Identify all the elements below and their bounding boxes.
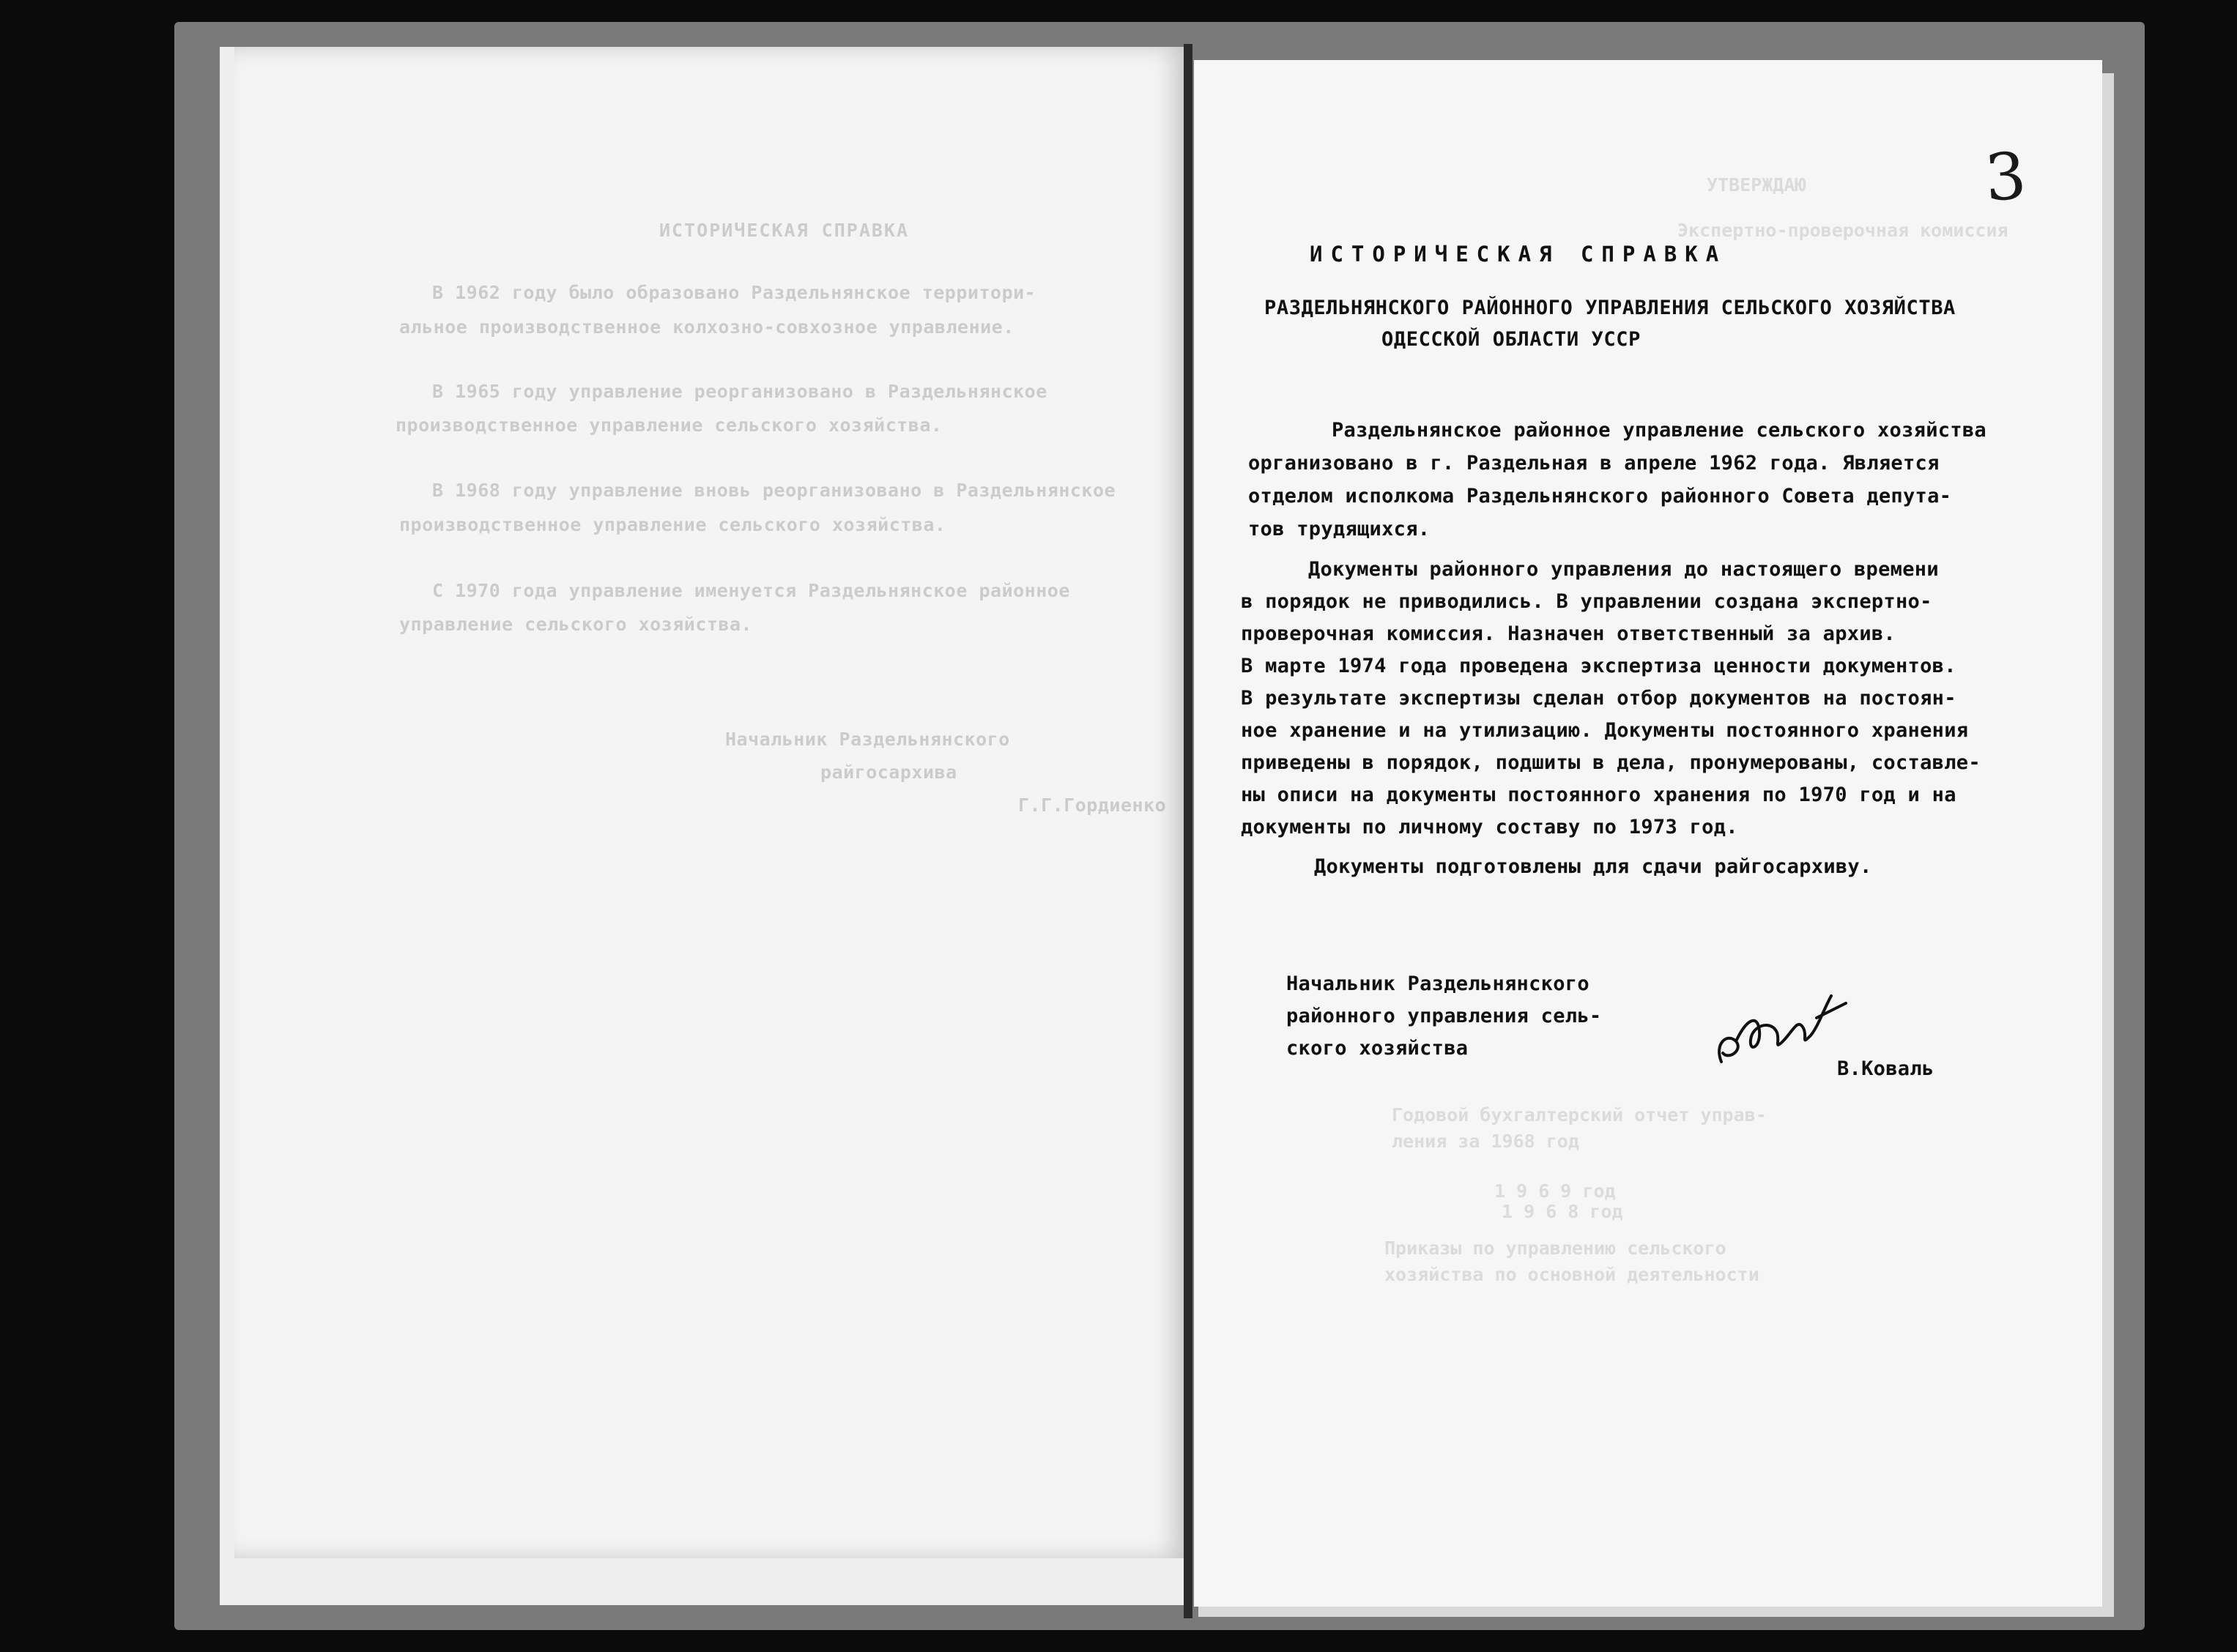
paragraph-line: приведены в порядок, подшиты в дела, пронумерованы, составле- bbox=[1241, 751, 1981, 774]
paragraph-line: проверочная комиссия. Назначен ответственный за архив. bbox=[1241, 622, 1896, 645]
left-ghost-line: С 1970 года управление именуется Раздельнянское районное bbox=[432, 580, 1070, 601]
paragraph-line: Раздельнянское районное управление сельского хозяйства bbox=[1332, 419, 1986, 442]
paragraph-line: В результате экспертизы сделан отбор документов на постоян- bbox=[1241, 687, 1956, 710]
handwritten-signature bbox=[1707, 974, 1853, 1076]
paragraph-line: Документы районного управления до настоящего времени bbox=[1308, 558, 1939, 581]
paragraph-line: ны описи на документы постоянного хранения по 1970 год и на bbox=[1241, 784, 1956, 806]
signatory-name: В.Коваль bbox=[1837, 1057, 1934, 1080]
right-ghost-line: Приказы по управлению сельского bbox=[1384, 1238, 1726, 1259]
handwritten-page-number: 3 bbox=[1982, 138, 2029, 216]
left-ghost-line: управление сельского хозяйства. bbox=[399, 614, 753, 635]
paragraph-line: тов трудящихся. bbox=[1248, 518, 1431, 540]
paragraph-line: документы по личному составу по 1973 год. bbox=[1241, 816, 1738, 838]
left-ghost-line: В 1962 году было образовано Раздельнянское территори- bbox=[432, 282, 1036, 303]
document-subtitle: РАЗДЕЛЬНЯНСКОГО РАЙОННОГО УПРАВЛЕНИЯ СЕЛЬСКОГО ХОЗЯЙСТВА bbox=[1264, 297, 1956, 319]
paragraph-line: В марте 1974 года проведена экспертиза ценности документов. bbox=[1241, 655, 1956, 677]
signature-title-line: Начальник Раздельнянского bbox=[1286, 972, 1589, 995]
right-ghost-line: Экспертно-проверочная комиссия bbox=[1677, 220, 2008, 241]
right-ghost-line: ления за 1968 год bbox=[1392, 1131, 1579, 1152]
left-ghost-line: В 1968 году управление вновь реорганизовано в Раздельнянское bbox=[432, 480, 1116, 501]
signature-title-line: ского хозяйства bbox=[1286, 1037, 1469, 1060]
left-ghost-sign-name: Г.Г.Гордиенко bbox=[1018, 795, 1167, 816]
document-subtitle: ОДЕССКОЙ ОБЛАСТИ УССР bbox=[1381, 328, 1641, 351]
left-ghost-line: В 1965 году управление реорганизовано в Раздельнянское bbox=[432, 381, 1047, 402]
book-spine bbox=[1184, 44, 1192, 1618]
left-ghost-line: производственное управление сельского хозяйства. bbox=[399, 514, 946, 535]
left-ghost-line: альное производственное колхозно-совхозное управление. bbox=[399, 316, 1014, 338]
paragraph-line: ное хранение и на утилизацию. Документы постоянного хранения bbox=[1241, 719, 1969, 742]
paragraph-line: отделом исполкома Раздельнянского районного Совета депута- bbox=[1248, 485, 1952, 507]
left-ghost-line: производственное управление сельского хозяйства. bbox=[396, 414, 943, 436]
paragraph-line: в порядок не приводились. В управлении создана экспертно- bbox=[1241, 590, 1932, 613]
left-ghost-sign-line: райгосархива bbox=[820, 762, 957, 783]
right-ghost-line: хозяйства по основной деятельности bbox=[1384, 1264, 1759, 1285]
document-title: ИСТОРИЧЕСКАЯ СПРАВКА bbox=[1310, 242, 1727, 267]
signature-title-line: районного управления сель- bbox=[1286, 1005, 1602, 1027]
left-ghost-heading: ИСТОРИЧЕСКАЯ СПРАВКА bbox=[659, 220, 910, 241]
right-ghost-line: Годовой бухгалтерский отчет управ- bbox=[1392, 1104, 1767, 1125]
paragraph-line: организовано в г. Раздельная в апреле 1962 года. Является bbox=[1248, 452, 1940, 475]
paragraph-line: Документы подготовлены для сдачи райгосархиву. bbox=[1314, 855, 1872, 878]
right-ghost-line: УТВЕРЖДАЮ bbox=[1707, 174, 1806, 196]
left-ghost-sign-line: Начальник Раздельнянского bbox=[725, 729, 1010, 750]
right-ghost-line: 1 9 6 8 год bbox=[1502, 1201, 1623, 1222]
right-ghost-line: 1 9 6 9 год bbox=[1494, 1180, 1616, 1202]
